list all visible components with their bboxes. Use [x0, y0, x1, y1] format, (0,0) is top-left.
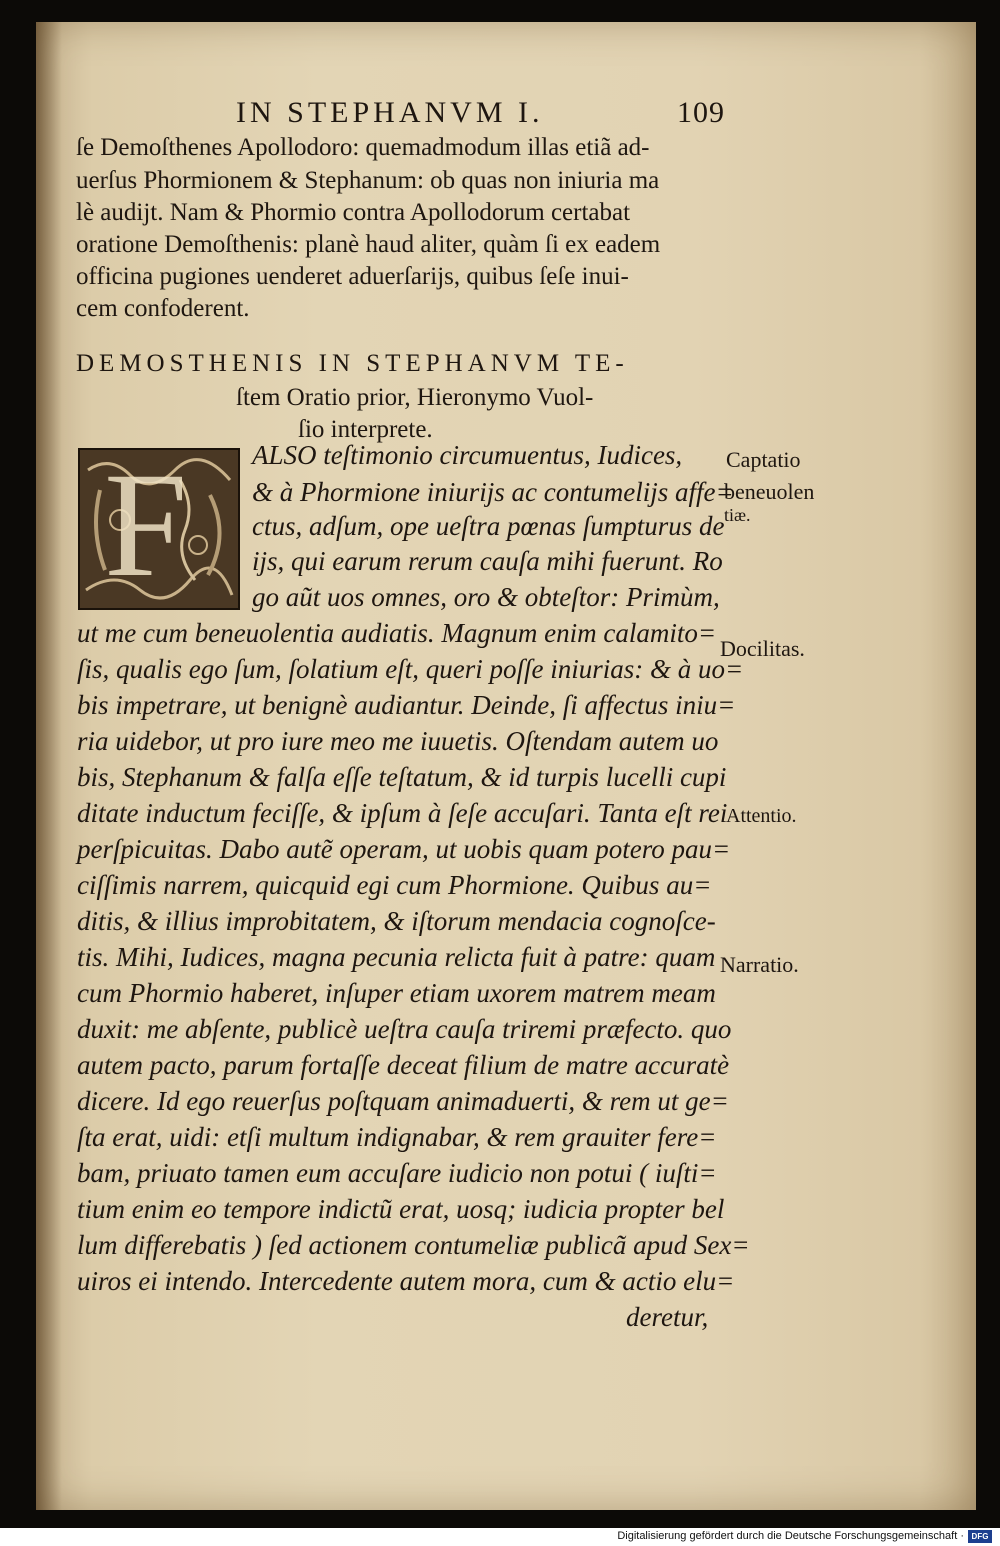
body-line: ditis, & illius improbitatem, & iſtorum mendacia cognoſce- — [77, 906, 716, 936]
body-line: ALSO teſtimonio circumuentus, Iudices, — [252, 440, 683, 470]
body-line: cum Phormio haberet, inſuper etiam uxorem matrem meam — [77, 978, 716, 1008]
body-line: ijs, qui earum rerum cauſa mihi fuerunt. Ro — [252, 546, 723, 576]
margin-note: Captatio — [726, 447, 801, 472]
body-line: go aũt uos omnes, oro & obteſtor: Primùm, — [252, 582, 720, 612]
body-line: lum differebatis ) ſed actionem contumeliæ publicã apud Sex= — [77, 1230, 750, 1260]
body-line: perſpicuitas. Dabo autẽ operam, ut uobis quam potero pau= — [77, 834, 731, 864]
intro-line: officina pugiones uenderet aduerſarijs, quibus ſeſe inui- — [76, 263, 629, 290]
body-line: ditate inductum feciſſe, & ipſum à ſeſe accuſari. Tanta eſt rei — [77, 798, 728, 828]
margin-note: beneuolen — [724, 479, 815, 504]
page-number: 109 — [677, 96, 725, 129]
footer-bar — [0, 1528, 1000, 1546]
body-line: ſta erat, uidi: etſi multum indignabar, & rem grauiter fere= — [77, 1122, 717, 1152]
funding-credit: Digitalisierung gefördert durch die Deutsche Forschungsgemeinschaft · — [617, 1530, 964, 1542]
intro-line: cem confoderent. — [76, 295, 250, 322]
intro-line: oratione Demoſthenis: planè haud aliter, quàm ſi ex eadem — [76, 231, 661, 258]
body-line: ctus, adſum, ope ueſtra pœnas ſumpturus de — [252, 511, 725, 541]
margin-note: tiæ. — [724, 505, 751, 525]
oration-subtitle: ſio interprete. — [298, 416, 433, 443]
body-line: bam, priuato tamen eum accuſare iudicio non potui ( iuſti= — [77, 1158, 717, 1188]
body-line: ut me cum beneuolentia audiatis. Magnum enim calamito= — [77, 618, 717, 648]
body-line: dicere. Id ego reuerſus poſtquam animaduerti, & rem ut ge= — [77, 1086, 729, 1116]
margin-note: Docilitas. — [720, 636, 805, 661]
body-line: tis. Mihi, Iudices, magna pecunia relicta fuit à patre: quam — [77, 942, 716, 972]
body-line: duxit: me abſente, publicè ueſtra cauſa triremi præfecto. quo — [77, 1014, 732, 1044]
catchword: deretur, — [626, 1302, 709, 1332]
body-line: ria uidebor, ut pro iure meo me iuuetis. Oſtendam autem uo — [77, 726, 719, 756]
intro-line: uerſus Phormionem & Stephanum: ob quas non iniuria ma — [76, 167, 660, 194]
body-line: tium enim eo tempore indictũ erat, uosq; iudicia propter bel — [77, 1194, 725, 1224]
dfg-logo-icon: DFG — [968, 1530, 992, 1543]
oration-title: DEMOSTHENIS IN STEPHANVM TE- — [76, 350, 629, 377]
body-line: ſis, qualis ego ſum, ſolatium eſt, queri poſſe iniurias: & à uo= — [77, 654, 744, 684]
margin-note: Attentio. — [726, 805, 797, 827]
body-line: uiros ei intendo. Intercedente autem mora, cum & actio elu= — [77, 1266, 735, 1296]
body-line: ciſſimis narrem, quicquid egi cum Phormione. Quibus au= — [77, 870, 712, 900]
oration-subtitle: ſtem Oratio prior, Hieronymo Vuol- — [236, 384, 594, 411]
intro-line: lè audijt. Nam & Phormio contra Apollodorum certabat — [76, 199, 631, 226]
intro-line: ſe Demoſthenes Apollodoro: quemadmodum illas etiã ad- — [76, 134, 650, 161]
margin-note: Narratio. — [720, 952, 799, 977]
initial-letter: F — [104, 442, 188, 608]
body-line: bis, Stephanum & falſa eſſe teſtatum, & id turpis lucelli cupi — [77, 762, 727, 792]
running-title: IN STEPHANVM I. — [236, 96, 544, 129]
body-line: bis impetrare, ut benignè audiantur. Deinde, ſi affectus iniu= — [77, 690, 736, 720]
body-line: & à Phormione iniurijs ac contumelijs affe= — [252, 477, 734, 507]
body-line: autem pacto, parum fortaſſe deceat filium de matre accuratè — [77, 1050, 730, 1080]
